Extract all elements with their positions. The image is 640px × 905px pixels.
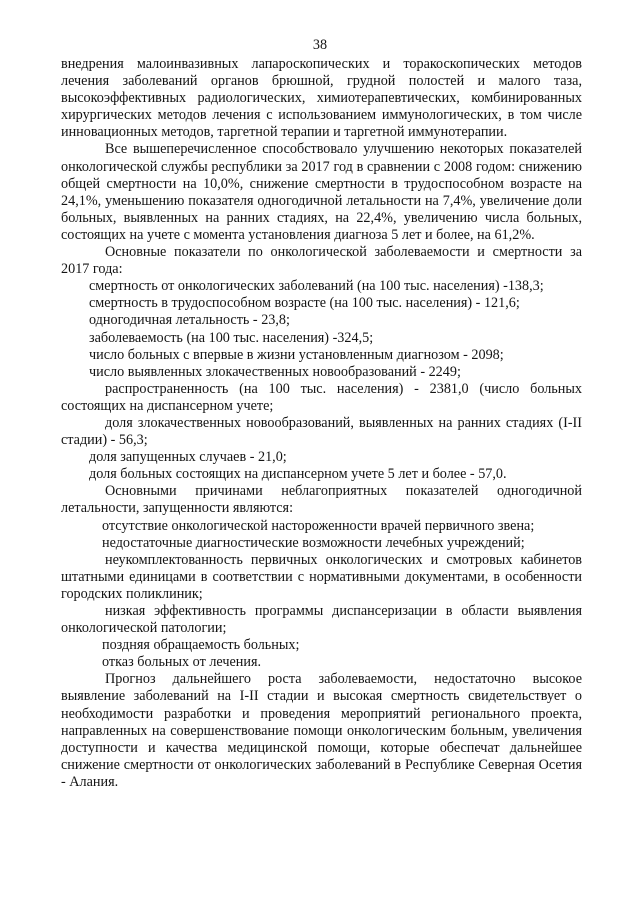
paragraph-forecast: Прогноз дальнейшего роста заболеваемости, недостаточно высокое выявление заболеваний на I-II стадии и высокая смертность свидетельствует о необходимости разработки и проведения мероприятий регионального проекта, направленных на совершенствование помощи онкологическим больным, увеличения доступности и качества медицинской помощи, которые обеспечат дальнейшее снижение смертности от онкологических заболеваний в Республике Северная Осетия - Алания.	[61, 671, 582, 790]
list-item-new-diagnoses: число больных с впервые в жизни установленным диагнозом - 2098;	[89, 346, 504, 363]
reason-item-screening: низкая эффективность программы диспансеризации в области выявления онкологической патологии;	[61, 603, 582, 637]
list-item-five-year-registry: доля больных состоящих на диспансерном учете 5 лет и более - 57,0.	[89, 466, 507, 483]
paragraph-indicators-intro: Основные показатели по онкологической заболеваемости и смертности за 2017 года:	[61, 244, 582, 278]
reason-item-diagnostics: недостаточные диагностические возможности лечебных учреждений;	[102, 534, 525, 551]
body-text	[61, 56, 582, 791]
list-item-mortality: смертность от онкологических заболеваний (на 100 тыс. населения) -138,3;	[89, 278, 544, 295]
list-item-working-age-mortality: смертность в трудоспособном возрасте (на 100 тыс. населения) - 121,6;	[89, 295, 520, 312]
list-item-one-year-lethality: одногодичная летальность - 23,8;	[89, 312, 290, 329]
list-item-detected-neoplasms: число выявленных злокачественных новообразований - 2249;	[89, 363, 461, 380]
list-item-advanced-cases: доля запущенных случаев - 21,0;	[89, 449, 287, 466]
reason-item-refusal: отказ больных от лечения.	[102, 654, 262, 671]
list-item-incidence: заболеваемость (на 100 тыс. населения) -324,5;	[89, 329, 374, 346]
reason-item-staffing: неукомплектованность первичных онкологических и смотровых кабинетов штатными единицами в соответствии с нормативными документами, в особенности городских поликлиник;	[61, 551, 582, 602]
paragraph-achievements: Все вышеперечисленное способствовало улучшению некоторых показателей онкологической службы республики за 2017 год в сравнении с 2008 годом: снижению общей смертности на 10,0%, снижение смертности в трудоспособном возрасте на 24,1%, уменьшению показателя одногодичной летальности на 7,4%, увеличение доли больных, выявленных на ранних стадиях, на 22,4%, увеличению числа больных, состоящих на учете с момента установления диагноза 5 лет и более, на 61,2%.	[61, 141, 582, 243]
reason-item-alertness: отсутствие онкологической настороженности врачей первичного звена;	[102, 517, 535, 534]
list-item-early-stage-share: доля злокачественных новообразований, выявленных на ранних стадиях (I-II стадии) - 56,3;	[61, 414, 582, 449]
list-item-prevalence: распространенность (на 100 тыс. населения) - 2381,0 (число больных состоящих на диспансерном учете;	[61, 380, 582, 414]
page-number: 38	[312, 37, 328, 53]
reason-item-late-visits: поздняя обращаемость больных;	[102, 637, 300, 654]
paragraph-reasons-intro: Основными причинами неблагоприятных показателей одногодичной летальности, запущенности являются:	[61, 483, 582, 517]
paragraph-treatment-methods: внедрения малоинвазивных лапароскопических и торакоскопических методов лечения заболеваний органов брюшной, грудной полостей и малого таза, высокоэффективных радиологических, химиотерапевтических, комбинированных хирургических методов лечения с использованием иммунологических, в том числе инновационных методов, таргетной терапии и таргетной иммунотерапии.	[61, 56, 582, 141]
